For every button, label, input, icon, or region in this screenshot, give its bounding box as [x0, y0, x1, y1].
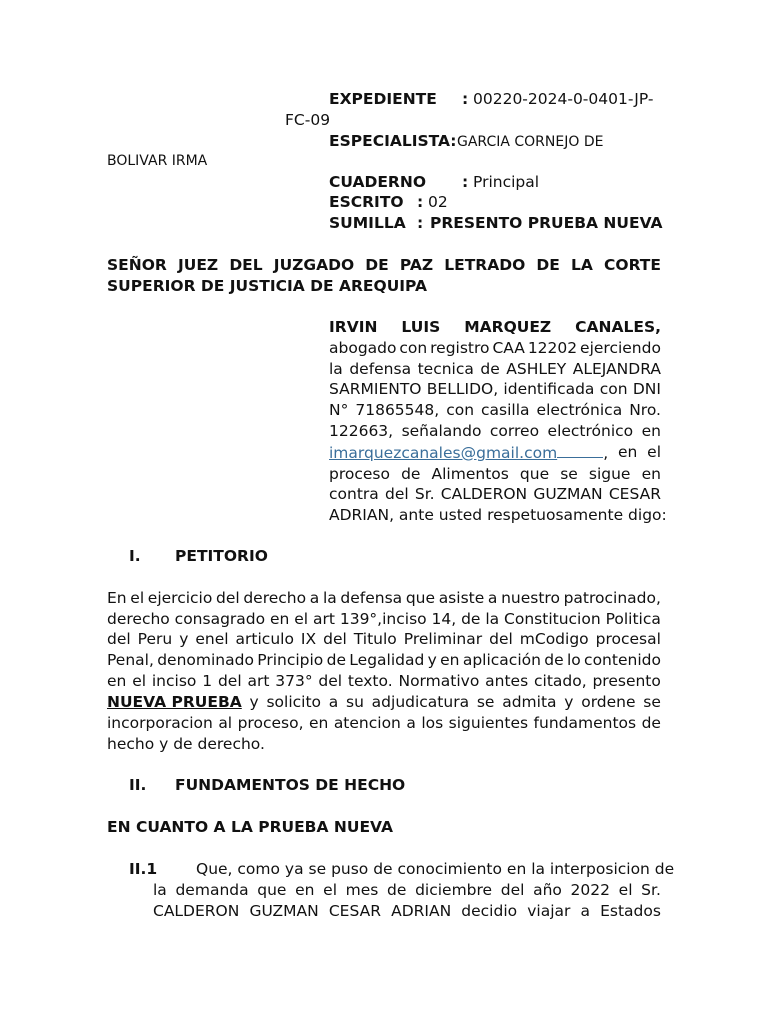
- word: Nro.: [629, 401, 661, 420]
- word: Penal,: [107, 651, 154, 669]
- word: en: [270, 610, 290, 628]
- word: Normativo: [398, 672, 480, 690]
- word: Alimentos: [431, 464, 509, 483]
- cuaderno-value: Principal: [473, 173, 540, 191]
- word: Constitucion: [504, 610, 601, 628]
- addressee-word: PAZ: [399, 256, 434, 274]
- word: identificada: [503, 380, 595, 399]
- word: que: [405, 589, 436, 607]
- especialista-value-2: BOLIVAR IRMA: [107, 153, 208, 169]
- word: electrónico: [547, 421, 634, 440]
- point-line-3: [153, 902, 661, 920]
- word: 71865548,: [355, 401, 440, 420]
- especialista-label: ESPECIALISTA:: [329, 132, 457, 150]
- word: presento: [592, 672, 661, 690]
- word: Legalidad: [349, 651, 425, 669]
- word: derecho: [243, 589, 307, 607]
- word: la: [322, 589, 337, 607]
- section-2-number: II.: [129, 776, 147, 794]
- word: y: [564, 693, 574, 711]
- word: ejerciendo: [580, 338, 661, 357]
- word: IX: [300, 630, 317, 648]
- intro-line: [329, 379, 661, 400]
- word: Sr.: [641, 881, 661, 899]
- word: citado,: [533, 672, 587, 690]
- expediente-value-1: 00220-2024-0-0401-JP-: [473, 90, 654, 108]
- word: a: [309, 589, 320, 607]
- word: demanda: [175, 881, 249, 899]
- word: casilla: [481, 401, 530, 420]
- word: a: [406, 714, 416, 732]
- word: de: [326, 651, 346, 669]
- cuaderno-label: CUADERNO: [329, 173, 427, 191]
- word: 12202: [527, 338, 578, 357]
- word: su: [346, 693, 364, 711]
- word: CAA: [492, 338, 525, 357]
- addressee-word: LA: [571, 256, 593, 274]
- point-line-2: [153, 881, 661, 899]
- word: en: [641, 464, 661, 483]
- word: nuestro: [501, 589, 560, 607]
- word: con: [399, 338, 428, 357]
- name-word: LUIS: [401, 318, 441, 336]
- word: aplicación: [462, 651, 541, 669]
- word: de: [544, 651, 564, 669]
- word: Sr.: [414, 485, 435, 504]
- word: 2022: [570, 881, 610, 899]
- subheading: EN CUANTO A LA PRUEBA NUEVA: [107, 818, 393, 836]
- word: ordene: [581, 693, 636, 711]
- point-number: II.1: [129, 860, 158, 878]
- word: inciso: [151, 672, 197, 690]
- name-word: CANALES,: [575, 318, 661, 336]
- email-link[interactable]: imarquezcanales@gmail.com: [329, 443, 558, 462]
- word: registro: [430, 338, 490, 357]
- word: adjudicatura: [371, 693, 470, 711]
- word: diciembre: [415, 881, 493, 899]
- word: mes: [345, 881, 379, 899]
- word: 14,: [431, 610, 457, 628]
- word: ASHLEY: [506, 359, 567, 378]
- expediente-row: [329, 90, 437, 108]
- expediente-sep: :: [462, 90, 469, 108]
- word: denominado: [157, 651, 254, 669]
- word: al: [218, 714, 233, 732]
- word: ejercicio: [147, 589, 213, 607]
- word: decidio: [461, 902, 518, 920]
- word: el: [647, 442, 661, 461]
- word: Preliminar: [403, 630, 483, 648]
- word: electrónica: [536, 401, 623, 420]
- escrito-value: 02: [428, 193, 448, 211]
- addressee-word: DE: [536, 256, 560, 274]
- expediente-value-2: FC-09: [285, 111, 331, 129]
- word: viajar: [527, 902, 571, 920]
- word: se: [560, 464, 578, 483]
- word: año: [533, 881, 562, 899]
- word: de: [387, 881, 407, 899]
- word: abogado: [329, 338, 397, 357]
- addressee-word: JUZGADO: [273, 256, 355, 274]
- petitorio-line-3: [107, 630, 661, 648]
- word: del: [217, 672, 242, 690]
- intro-paragraph: [329, 317, 667, 526]
- intro-line: [329, 464, 661, 485]
- word: GUZMAN: [533, 485, 603, 504]
- sumilla-value: PRESENTO PRUEBA NUEVA: [430, 214, 663, 232]
- word: 139°,inciso: [339, 610, 427, 628]
- point-line-1: Que, como ya se puso de conocimiento en la interposicion de: [196, 860, 675, 878]
- section-1-title: PETITORIO: [175, 547, 268, 565]
- word: del: [489, 630, 513, 648]
- word: del: [318, 672, 343, 690]
- name-word: IRVIN: [329, 318, 378, 336]
- word: en: [107, 672, 127, 690]
- word: 373°: [275, 672, 313, 690]
- word: del: [384, 485, 409, 504]
- word: procesal: [595, 630, 661, 648]
- word: el: [323, 881, 337, 899]
- especialista-value-1: GARCIA CORNEJO DE: [457, 134, 604, 150]
- word: de: [401, 464, 421, 483]
- word: GUZMAN: [249, 902, 319, 920]
- word: correo: [489, 421, 540, 440]
- sumilla-sep: :: [417, 214, 424, 232]
- word: lo: [566, 651, 581, 669]
- word: ADRIAN: [391, 902, 452, 920]
- addressee-word: LETRADO: [444, 256, 526, 274]
- word: CALDERON: [153, 902, 240, 920]
- petitorio-line-5: [107, 672, 661, 690]
- word: atencion: [333, 714, 401, 732]
- word: a: [487, 589, 498, 607]
- petitorio-line-2: [107, 610, 661, 628]
- addressee-word: JUEZ: [177, 256, 219, 274]
- word: a: [328, 693, 339, 711]
- intro-line: [329, 359, 661, 380]
- word: SARMIENTO: [329, 380, 422, 399]
- word: consagrado: [174, 610, 266, 628]
- word: y: [427, 651, 437, 669]
- word: del: [500, 881, 525, 899]
- word: los: [421, 714, 444, 732]
- word: contenido: [584, 651, 661, 669]
- word: CESAR: [608, 485, 661, 504]
- addressee-word: DE: [365, 256, 389, 274]
- word: mCodigo: [519, 630, 589, 648]
- word: articulo: [235, 630, 294, 648]
- word: asiste: [438, 589, 485, 607]
- word: en: [617, 442, 638, 461]
- word: admita: [502, 693, 557, 711]
- word: señalando: [401, 421, 482, 440]
- word: en: [641, 421, 661, 440]
- intro-line: [329, 400, 661, 421]
- word: Estados: [600, 902, 661, 920]
- comma: ,: [603, 443, 609, 462]
- intro-line: [329, 484, 661, 505]
- word: patrocinado,: [563, 589, 661, 607]
- word: a: [580, 902, 590, 920]
- word: texto.: [347, 672, 393, 690]
- word: la: [329, 359, 343, 378]
- escrito-sep: :: [417, 193, 424, 211]
- intro-last-line: ADRIAN, ante usted respetuosamente digo:: [329, 506, 667, 525]
- expediente-label: EXPEDIENTE: [329, 90, 437, 108]
- word: del: [323, 630, 347, 648]
- addressee-word: SEÑOR: [107, 256, 167, 274]
- email-underline-pad: [557, 442, 603, 458]
- addressee-word: DEL: [229, 256, 263, 274]
- word: N°: [329, 401, 349, 420]
- word: siguientes: [448, 714, 529, 732]
- word: sigue: [588, 464, 631, 483]
- word: En: [107, 589, 127, 607]
- section-1-number: I.: [129, 547, 141, 565]
- word: Principio: [257, 651, 324, 669]
- petitorio-line-1: [107, 589, 661, 607]
- word: incorporacion: [107, 714, 213, 732]
- section-2-title: FUNDAMENTOS DE HECHO: [175, 776, 406, 794]
- word: se: [476, 693, 495, 711]
- word: en: [295, 881, 315, 899]
- addressee-line-2: SUPERIOR DE JUSTICIA DE AREQUIPA: [107, 277, 427, 295]
- word: y: [179, 630, 189, 648]
- word: art: [313, 610, 335, 628]
- nueva-prueba-phrase: NUEVA PRUEBA: [107, 693, 242, 711]
- word: BELLIDO,: [426, 380, 499, 399]
- word: CESAR: [328, 902, 381, 920]
- word: art: [247, 672, 270, 690]
- escrito-label: ESCRITO: [329, 193, 404, 211]
- word: CALDERON: [440, 485, 528, 504]
- word: la: [153, 881, 167, 899]
- word: el: [618, 881, 633, 899]
- word: Politica: [605, 610, 661, 628]
- word: ALEJANDRA: [572, 359, 661, 378]
- word: con: [599, 380, 628, 399]
- word: que: [519, 464, 550, 483]
- word: se: [643, 693, 661, 711]
- name-word: MARQUEZ: [464, 318, 552, 336]
- word: y: [249, 693, 259, 711]
- addressee-line-1: [107, 256, 661, 274]
- intro-name: [329, 317, 661, 338]
- word: de: [641, 714, 661, 732]
- word: proceso: [329, 464, 390, 483]
- word: Peru: [137, 630, 173, 648]
- intro-line: [329, 421, 661, 442]
- word: Titulo: [353, 630, 397, 648]
- word: en: [308, 714, 329, 732]
- word: el: [132, 672, 147, 690]
- word: el: [294, 610, 309, 628]
- word: de: [480, 359, 500, 378]
- word: del: [216, 589, 240, 607]
- cuaderno-sep: :: [462, 173, 469, 191]
- word: defensa: [340, 589, 403, 607]
- word: del: [107, 630, 131, 648]
- word: proceso,: [237, 714, 304, 732]
- word: la: [485, 610, 500, 628]
- word: solicito: [266, 693, 322, 711]
- petitorio-line-6: [107, 693, 661, 711]
- word: de: [461, 610, 481, 628]
- intro-line: [329, 338, 661, 359]
- word: 122663,: [329, 421, 394, 440]
- petitorio-line-4: [107, 651, 661, 669]
- word: derecho: [107, 610, 170, 628]
- addressee-word: CORTE: [604, 256, 661, 274]
- word: con: [446, 401, 475, 420]
- word: el: [130, 589, 145, 607]
- petitorio-line-7: [107, 714, 661, 732]
- word: DNI: [632, 380, 661, 399]
- word: antes: [485, 672, 529, 690]
- word: en: [440, 651, 460, 669]
- sumilla-label: SUMILLA: [329, 214, 406, 232]
- word: contra: [329, 485, 379, 504]
- word: enel: [195, 630, 229, 648]
- word: defensa: [349, 359, 412, 378]
- petitorio-last-line: hecho y de derecho.: [107, 735, 265, 753]
- word: 1: [202, 672, 213, 690]
- intro-email-row: [329, 442, 661, 464]
- word: que: [257, 881, 287, 899]
- word: fundamentos: [533, 714, 637, 732]
- word: tecnica: [417, 359, 474, 378]
